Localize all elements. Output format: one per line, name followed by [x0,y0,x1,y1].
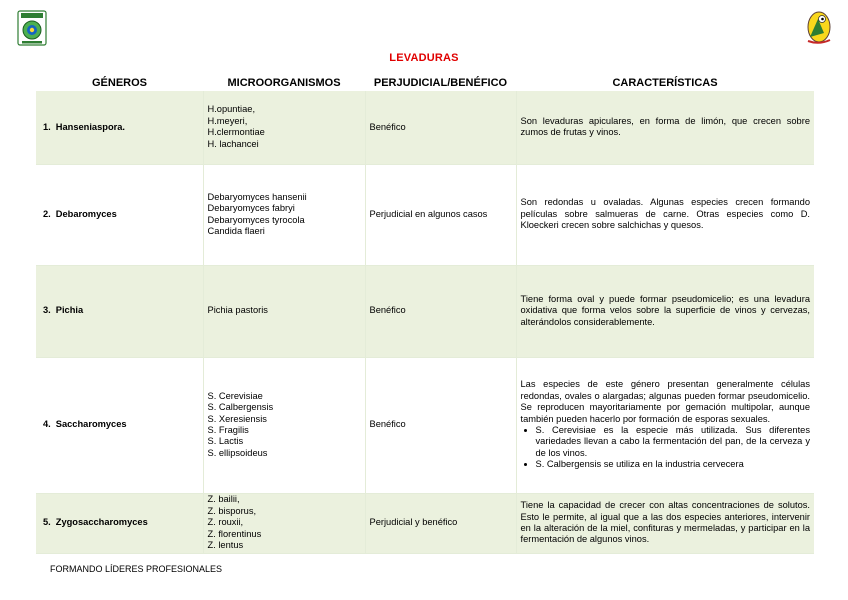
characteristics-cell [516,357,814,493]
microorganism-item: S. Cerevisiae [207,390,263,401]
microorganism-item: Z. lentus [207,540,244,551]
header-microorganismos: MICROORGANISMOS [227,76,341,89]
footer-text: FORMANDO LÍDERES PROFESIONALES [50,564,223,574]
header-perjudicial-benefico: PERJUDICIAL/BENÉFICO [373,76,508,89]
effect-cell: Perjudicial en algunos casos [365,164,516,265]
bullet-item: • S. Cerevisiae es la especie más utilizada. Sus diferentes variedades llevan a cabo la fermentación del pan, de la cerveza y de los vinos. [536,425,811,459]
effect-cell: Benéfico [365,357,516,493]
microorganism-item: H.clermontiae [207,127,265,138]
genus-cell [36,91,203,164]
microorganism-item: Pichia pastoris [207,305,268,316]
microorganism-item: Debaryomyces fabryi [207,203,295,214]
effect-cell: Benéfico [365,91,516,164]
microorganisms-cell [203,493,365,553]
institution-seal-icon [17,10,47,46]
table-row [36,91,814,164]
row-number: 4. [43,419,51,430]
row-number: 1. [43,121,51,132]
yeast-table [36,74,814,554]
microorganism-item: Z. bisporus, [207,505,257,516]
effect-cell: Perjudicial y benéfico [365,493,516,553]
microorganism-item: Z. rouxii, [207,517,244,528]
characteristics-cell: Tiene la capacidad de crecer con altas concentraciones de solutos. Esto le permite, al igual que a las dos especies anteriores, intervenir en la alteración de la miel, confituras y mermeladas, y participar en la fermentación de algunos vinos. [516,493,814,553]
genus-name: Debaromyces [55,208,117,219]
microorganism-item: Debaryomyces tyrocola [207,214,305,225]
microorganism-item: S. ellipsoideus [207,447,268,458]
genus-name: Hanseniaspora. [55,121,126,132]
genus-cell [36,164,203,265]
header-caracteristicas: CARACTERÍSTICAS [612,76,718,89]
table-row [36,265,814,357]
characteristics-text: Las especies de este género presentan generalmente células redondas, ovales o alargadas; algunas pueden formar pseudomicelio. Se reproducen mayoritariamente por gemación multipolar, aunque también pueden hacerlo por formación de esporas sexuales. [520,379,810,424]
genus-name: Zygosaccharomyces [55,517,148,528]
header-generos: GÉNEROS [91,76,147,89]
genus-name: Pichia [55,305,84,316]
microorganism-item: H. lachancei [207,138,259,149]
mascot-logo-icon [804,7,834,45]
genus-cell [36,493,203,553]
microorganism-item: Candida flaeri [207,225,265,236]
microorganism-item: Debaryomyces hansenii [207,191,307,202]
table-row [36,164,814,265]
microorganism-item: H.meyeri, [207,115,248,126]
microorganism-item: S. Lactis [207,436,244,447]
bullet-item: • S. Calbergensis se utiliza en la industria cervecera [536,459,811,470]
characteristics-cell: Son redondas u ovaladas. Algunas especies crecen formando películas sobre salmueras de carne. Otras especies como D. Kloeckeri crecen sobre salchichas y quesos. [516,164,814,265]
genus-cell [36,357,203,493]
microorganisms-cell [203,357,365,493]
microorganism-item: H.opuntiae, [207,104,256,115]
genus-cell [36,265,203,357]
table-header-row [36,74,814,91]
row-number: 5. [43,517,51,528]
microorganism-item: Z. bailii, [207,494,240,505]
microorganisms-cell [203,265,365,357]
microorganisms-cell [203,91,365,164]
microorganism-item: S. Xeresiensis [207,413,267,424]
table-row [36,357,814,493]
page-title: LEVADURAS [389,52,459,64]
effect-cell: Benéfico [365,265,516,357]
genus-name: Saccharomyces [55,419,127,430]
microorganism-item: S. Fragilis [207,425,249,435]
microorganisms-cell [203,164,365,265]
characteristics-bullets [521,425,811,471]
table-row [36,493,814,553]
characteristics-cell: Son levaduras apiculares, en forma de limón, que crecen sobre zumos de frutas y vinos. [516,91,814,164]
characteristics-cell: Tiene forma oval y puede formar pseudomicelio; es una levadura oxidativa que forma velos sobre la superficie de vinos y cervezas, alterándolos considerablemente. [516,265,814,357]
row-number: 3. [43,305,51,316]
row-number: 2. [43,208,51,219]
microorganism-item: Z. florentinus [207,528,262,539]
microorganism-item: S. Calbergensis [207,402,274,413]
